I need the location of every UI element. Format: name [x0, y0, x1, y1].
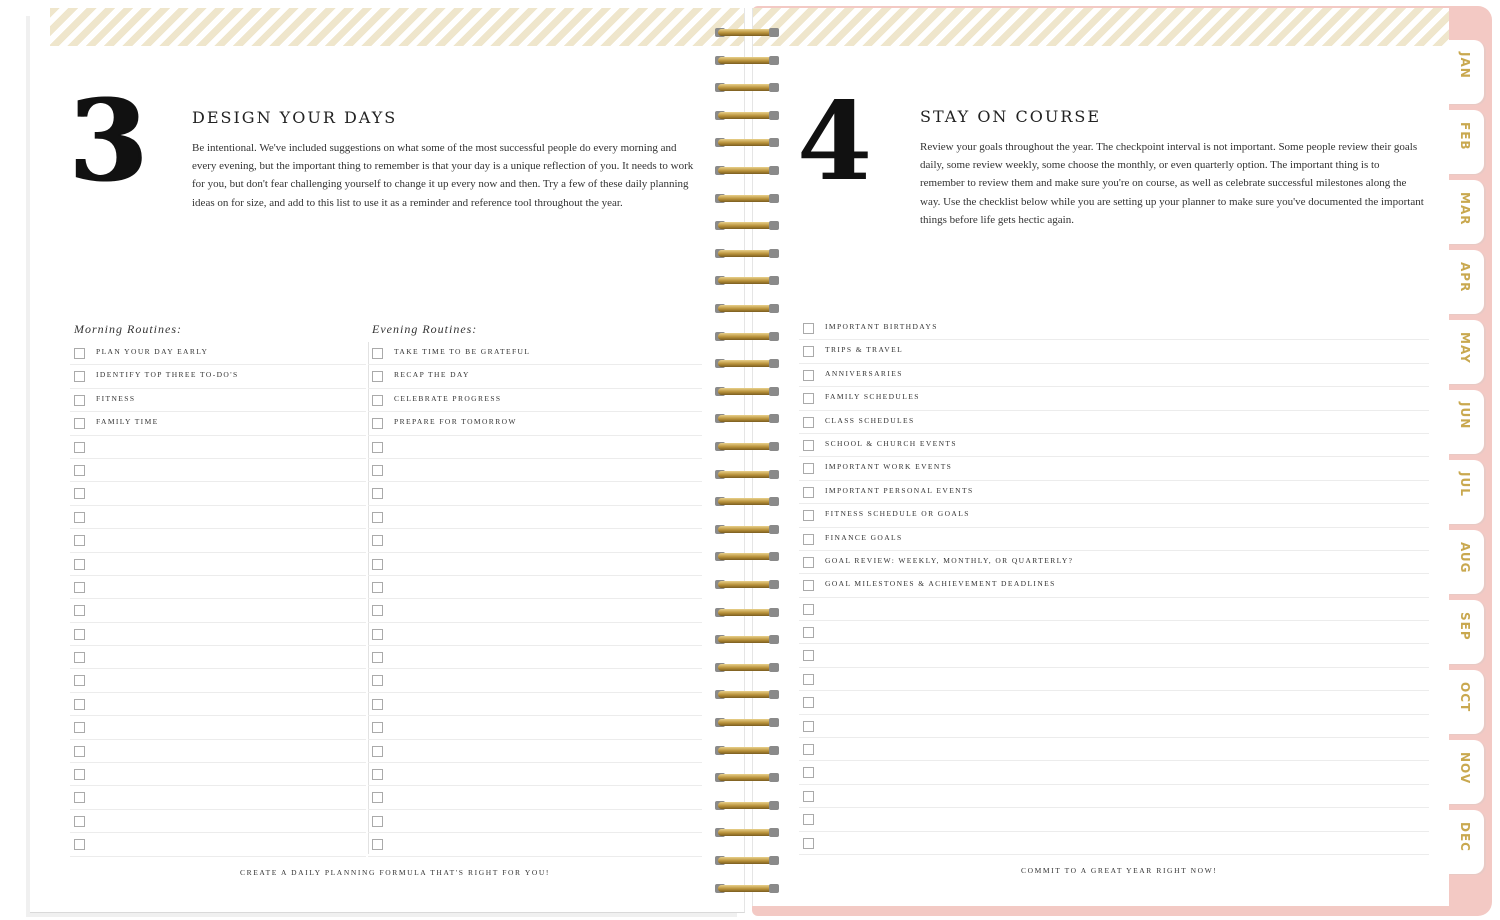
checkbox[interactable]	[803, 534, 814, 545]
checklist-item-label: FITNESS SCHEDULE OR GOALS	[825, 509, 970, 519]
month-tab-feb[interactable]	[1448, 110, 1484, 174]
month-tab-label: DEC	[1458, 822, 1472, 852]
checklist-row	[70, 412, 366, 435]
spiral-ring	[712, 523, 782, 537]
checklist-row	[368, 646, 702, 669]
spiral-ring	[712, 606, 782, 620]
checklist-row	[799, 364, 1429, 387]
spiral-ring	[712, 688, 782, 702]
month-tab-label: AUG	[1458, 542, 1472, 574]
checklist-item-label: PREPARE FOR TOMORROW	[394, 417, 517, 427]
checklist-row	[799, 551, 1429, 574]
checklist-row	[70, 693, 366, 716]
checkbox[interactable]	[74, 395, 85, 406]
checkbox[interactable]	[803, 650, 814, 661]
checklist-row	[70, 482, 366, 505]
checkbox[interactable]	[803, 323, 814, 334]
checklist-item-label: TAKE TIME TO BE GRATEFUL	[394, 347, 531, 356]
checklist-row	[799, 457, 1429, 480]
checklist-row	[70, 506, 366, 529]
checkbox[interactable]	[74, 675, 85, 686]
checkbox[interactable]	[803, 417, 814, 428]
left-page	[30, 8, 745, 913]
checklist-row	[70, 669, 366, 692]
checkbox[interactable]	[803, 697, 814, 708]
spiral-ring	[712, 357, 782, 371]
right-page	[752, 8, 1449, 906]
checkbox[interactable]	[803, 838, 814, 849]
checklist-row	[799, 761, 1429, 784]
spiral-ring	[712, 192, 782, 206]
spiral-ring	[712, 109, 782, 123]
checkbox[interactable]	[74, 582, 85, 593]
checkbox[interactable]	[803, 721, 814, 732]
checkbox[interactable]	[803, 604, 814, 615]
morning-checklist	[70, 342, 366, 857]
spiral-ring	[712, 26, 782, 40]
spiral-ring	[712, 771, 782, 785]
intro-paragraph: Review your goals throughout the year. The checkpoint interval is not important. Some people review their goals daily, some review weekly, some choose the monthly, or even quarterly option. The important thing is to remember to review them and make sure you're on course, as well as celebrate successful milestones along the way. Use the checklist below while you are setting up your planner to make sure you've documented the important things before life gets hectic again.	[920, 141, 1424, 226]
checklist-row	[70, 529, 366, 552]
checkbox[interactable]	[372, 816, 383, 827]
morning-routines-title: Morning Routines:	[74, 322, 182, 336]
checklist-row	[799, 691, 1429, 714]
checkbox[interactable]	[74, 792, 85, 803]
checklist-item-label: IMPORTANT WORK EVENTS	[825, 462, 953, 472]
checklist-item-label: TRIPS & TRAVEL	[825, 345, 904, 355]
top-stripe-band	[50, 8, 744, 46]
month-tab-label: JUN	[1458, 402, 1472, 430]
checkbox[interactable]	[372, 605, 383, 616]
spiral-ring	[712, 854, 782, 868]
checkbox[interactable]	[372, 371, 383, 382]
checklist-row	[799, 738, 1429, 761]
month-tab-label: MAR	[1458, 192, 1472, 226]
section-number: 4	[797, 79, 873, 205]
checklist-row	[799, 832, 1429, 855]
checkbox[interactable]	[74, 816, 85, 827]
checklist-row	[70, 576, 366, 599]
checklist-row	[799, 504, 1429, 527]
page-heading: STAY ON COURSE	[920, 107, 1102, 126]
intro-paragraph: Be intentional. We've included suggestions on what some of the most successful people do every morning and every evening, but the important thing to remember is that your day is a unique reflection of you. It needs to work for you, but don't fear challenging yourself to change it up every now and then. Try a few of these daily planning ideas on for size, and add to this list to use it as a reminder and reference tool throughout the year.	[192, 142, 694, 209]
checklist-item-label: GOAL REVIEW: WEEKLY, MONTHLY, OR QUARTERLY?	[825, 555, 1074, 565]
page-heading: DESIGN YOUR DAYS	[192, 108, 398, 127]
month-tab-mar[interactable]	[1448, 180, 1484, 244]
checklist-row	[368, 786, 702, 809]
month-tab-nov[interactable]	[1448, 740, 1484, 804]
spiral-ring	[712, 578, 782, 592]
footer-note: COMMIT TO A GREAT YEAR RIGHT NOW!	[1021, 866, 1218, 875]
checklist-row	[799, 574, 1429, 597]
checklist-item-label: FAMILY SCHEDULES	[825, 392, 920, 402]
checklist-row	[799, 808, 1429, 831]
evening-routines-title: Evening Routines:	[372, 322, 478, 336]
checklist-row	[70, 342, 366, 365]
checklist-row	[368, 482, 702, 505]
checklist-row	[70, 436, 366, 459]
checklist-row	[368, 436, 702, 459]
checklist-row	[368, 459, 702, 482]
evening-checklist	[368, 342, 702, 857]
checklist-row	[368, 599, 702, 622]
month-tab-jan[interactable]	[1448, 40, 1484, 104]
checkbox[interactable]	[74, 348, 85, 359]
checkbox[interactable]	[372, 582, 383, 593]
checkbox[interactable]	[372, 675, 383, 686]
checkbox[interactable]	[74, 465, 85, 476]
top-stripe-band	[753, 8, 1449, 46]
checkbox[interactable]	[803, 393, 814, 404]
spiral-ring	[712, 633, 782, 647]
month-tab-label: JUL	[1458, 472, 1472, 497]
checklist-row	[70, 553, 366, 576]
spiral-ring	[712, 274, 782, 288]
month-tab-label: MAY	[1458, 332, 1472, 364]
checklist-row	[799, 340, 1429, 363]
checklist-row	[368, 810, 702, 833]
checkbox[interactable]	[803, 463, 814, 474]
checklist-item-label: FITNESS	[96, 393, 136, 403]
spiral-ring	[712, 136, 782, 150]
checkbox[interactable]	[803, 557, 814, 568]
checkbox[interactable]	[74, 559, 85, 570]
checkbox[interactable]	[372, 839, 383, 850]
checklist-row	[799, 715, 1429, 738]
checkbox[interactable]	[372, 535, 383, 546]
checklist-row	[368, 833, 702, 856]
spiral-ring	[712, 412, 782, 426]
checkbox[interactable]	[372, 465, 383, 476]
checklist-row	[70, 646, 366, 669]
spiral-ring	[712, 330, 782, 344]
checkbox[interactable]	[803, 510, 814, 521]
checkbox[interactable]	[803, 370, 814, 381]
checklist-row	[70, 763, 366, 786]
checklist-row	[368, 412, 702, 435]
checkbox[interactable]	[803, 440, 814, 451]
checkbox[interactable]	[803, 767, 814, 778]
month-tab-label: OCT	[1458, 682, 1472, 713]
spiral-ring	[712, 440, 782, 454]
checklist-row	[70, 833, 366, 856]
checkbox[interactable]	[372, 629, 383, 640]
checkbox[interactable]	[372, 699, 383, 710]
checkbox[interactable]	[372, 442, 383, 453]
checklist-item-label: CLASS SCHEDULES	[825, 415, 915, 425]
checkbox[interactable]	[74, 418, 85, 429]
checklist-row	[799, 621, 1429, 644]
footer-note: CREATE A DAILY PLANNING FORMULA THAT'S RIGHT FOR YOU!	[240, 868, 550, 877]
checkbox[interactable]	[74, 746, 85, 757]
month-tab-sep[interactable]	[1448, 600, 1484, 664]
checkbox[interactable]	[803, 814, 814, 825]
checklist-row	[368, 669, 702, 692]
checkbox[interactable]	[74, 769, 85, 780]
checklist-row	[368, 623, 702, 646]
checklist-row	[799, 785, 1429, 808]
checklist-row	[70, 599, 366, 622]
checklist-item-label: IMPORTANT PERSONAL EVENTS	[825, 485, 974, 495]
checkbox[interactable]	[803, 487, 814, 498]
checklist-row	[799, 668, 1429, 691]
checkbox[interactable]	[372, 348, 383, 359]
month-tabs	[1448, 40, 1484, 870]
spiral-ring	[712, 164, 782, 178]
spiral-ring	[712, 744, 782, 758]
checklist-row	[70, 810, 366, 833]
checkbox[interactable]	[803, 744, 814, 755]
checklist-item-label: CELEBRATE PROGRESS	[394, 393, 502, 403]
month-tab-may[interactable]	[1448, 320, 1484, 384]
month-tab-oct[interactable]	[1448, 670, 1484, 734]
checkbox[interactable]	[803, 346, 814, 357]
month-tab-label: APR	[1458, 262, 1472, 293]
checklist-item-label: ANNIVERSARIES	[825, 368, 903, 378]
checkbox[interactable]	[372, 395, 383, 406]
spiral-ring	[712, 81, 782, 95]
checkbox[interactable]	[74, 442, 85, 453]
spiral-ring	[712, 302, 782, 316]
checklist-row	[70, 740, 366, 763]
checkbox[interactable]	[372, 559, 383, 570]
checklist-row	[70, 389, 366, 412]
checkbox[interactable]	[372, 746, 383, 757]
checklist-row	[70, 786, 366, 809]
checkbox[interactable]	[803, 580, 814, 591]
spiral-ring	[712, 495, 782, 509]
checklist-row	[368, 342, 702, 365]
checkbox[interactable]	[74, 605, 85, 616]
checkbox[interactable]	[74, 371, 85, 382]
checklist-row	[799, 644, 1429, 667]
checklist-item-label: PLAN YOUR DAY EARLY	[96, 347, 209, 356]
spiral-ring	[712, 550, 782, 564]
checklist-row	[799, 434, 1429, 457]
checklist-row	[368, 506, 702, 529]
month-tab-apr[interactable]	[1448, 250, 1484, 314]
spiral-ring	[712, 716, 782, 730]
month-tab-aug[interactable]	[1448, 530, 1484, 594]
checkbox[interactable]	[372, 722, 383, 733]
checkbox[interactable]	[803, 791, 814, 802]
checklist-row	[70, 623, 366, 646]
month-tab-label: SEP	[1458, 612, 1472, 641]
checklist-row	[799, 317, 1429, 340]
checkbox[interactable]	[372, 488, 383, 499]
spiral-ring	[712, 799, 782, 813]
checkbox[interactable]	[74, 699, 85, 710]
checklist-row	[368, 763, 702, 786]
section-number: 3	[68, 76, 146, 207]
checklist-row	[799, 411, 1429, 434]
checkbox[interactable]	[74, 629, 85, 640]
checklist-item-label: SCHOOL & CHURCH EVENTS	[825, 438, 957, 448]
month-tab-dec[interactable]	[1448, 810, 1484, 874]
checkbox[interactable]	[74, 535, 85, 546]
checklist-row	[368, 693, 702, 716]
checklist-item-label: FAMILY TIME	[96, 417, 159, 427]
spiral-ring	[712, 661, 782, 675]
checkbox[interactable]	[372, 512, 383, 523]
month-tab-label: NOV	[1458, 752, 1472, 785]
checklist-row	[799, 387, 1429, 410]
checkbox[interactable]	[74, 512, 85, 523]
spiral-ring	[712, 826, 782, 840]
checklist-item-label: FINANCE GOALS	[825, 532, 903, 542]
spiral-ring	[712, 385, 782, 399]
checklist-item-label: IMPORTANT BIRTHDAYS	[825, 322, 938, 331]
checkbox[interactable]	[372, 792, 383, 803]
checkbox[interactable]	[372, 652, 383, 663]
month-tab-label: JAN	[1458, 52, 1472, 79]
checklist-row	[70, 716, 366, 739]
spiral-ring	[712, 54, 782, 68]
checklist-row	[368, 716, 702, 739]
checkbox[interactable]	[372, 418, 383, 429]
checklist-row	[368, 529, 702, 552]
checkbox[interactable]	[74, 652, 85, 663]
checklist-row	[799, 481, 1429, 504]
checklist-row	[799, 598, 1429, 621]
checklist-row	[368, 389, 702, 412]
checklist-row	[368, 365, 702, 388]
checkbox[interactable]	[803, 674, 814, 685]
checklist-row	[368, 553, 702, 576]
course-checklist	[799, 317, 1429, 855]
spiral-ring	[712, 219, 782, 233]
checkbox[interactable]	[803, 627, 814, 638]
checklist-row	[70, 365, 366, 388]
checklist-item-label: GOAL MILESTONES & ACHIEVEMENT DEADLINES	[825, 579, 1056, 589]
checkbox[interactable]	[74, 488, 85, 499]
checkbox[interactable]	[74, 839, 85, 850]
checkbox[interactable]	[372, 769, 383, 780]
checklist-row	[368, 576, 702, 599]
spiral-ring	[712, 468, 782, 482]
checklist-item-label: RECAP THE DAY	[394, 370, 470, 380]
checklist-row	[799, 528, 1429, 551]
spiral-binding	[712, 26, 782, 896]
spiral-ring	[712, 882, 782, 896]
spiral-ring	[712, 247, 782, 261]
month-tab-jun[interactable]	[1448, 390, 1484, 454]
checklist-item-label: IDENTIFY TOP THREE TO-DO'S	[96, 370, 239, 380]
checklist-row	[368, 740, 702, 763]
checkbox[interactable]	[74, 722, 85, 733]
checklist-row	[70, 459, 366, 482]
month-tab-jul[interactable]	[1448, 460, 1484, 524]
month-tab-label: FEB	[1458, 122, 1472, 151]
